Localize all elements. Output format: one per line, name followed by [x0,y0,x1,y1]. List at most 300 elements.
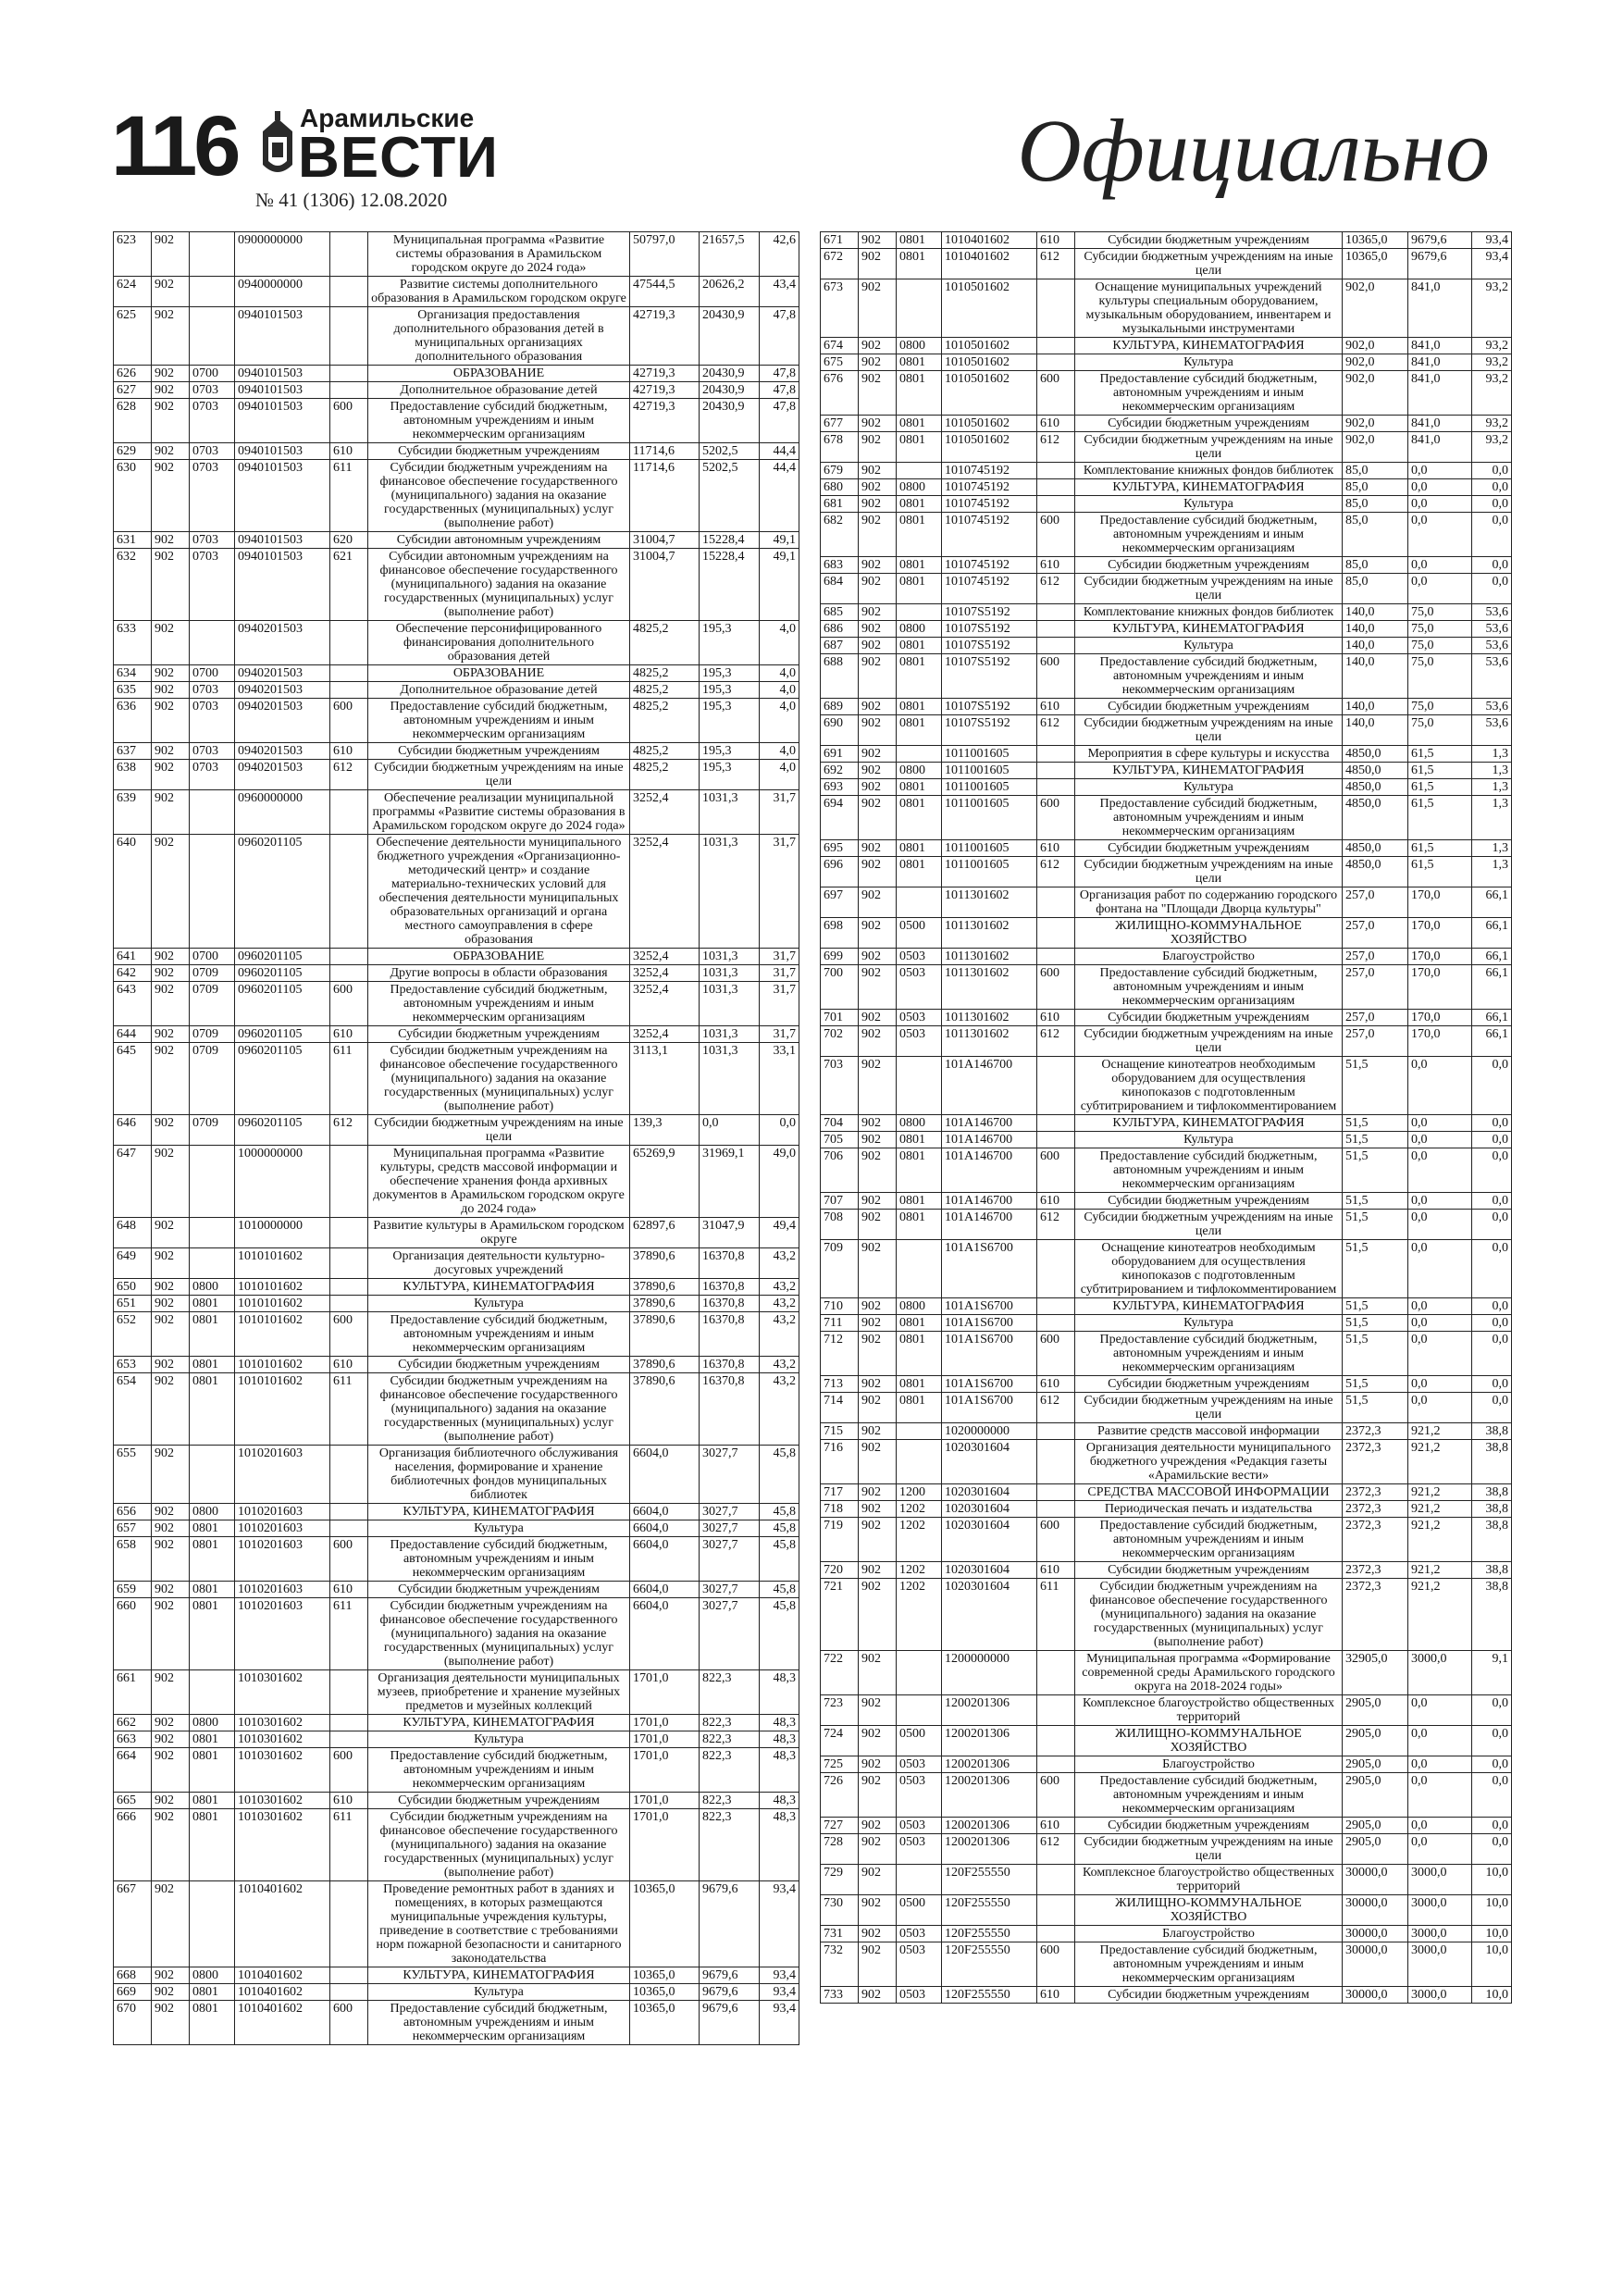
item-name: Организация деятельности муниципальных музеев, приобретение и хранение музейных предметов и музейных коллекций [368,1670,630,1715]
item-name: ОБРАЗОВАНИЕ [368,665,630,682]
target-code: 1010401602 [235,1881,330,1967]
table-row [114,2001,799,2045]
actual-amount: 0,0 [1408,463,1472,479]
admin-code: 902 [152,1520,190,1537]
admin-code: 902 [152,1218,190,1248]
row-number: 731 [821,1926,859,1942]
item-name: Организация библиотечного обслуживания населения, формирование и хранение библиотечных фондов муниципальных библиотек [368,1446,630,1504]
item-name: Оснащение кинотеатров необходимым оборудованием для осуществления кинопоказов с подготовленным субтитрированием и тифлокомментированием [1075,1057,1343,1115]
plan-amount: 30000,0 [1343,1987,1408,2004]
expense-type [330,1279,368,1296]
section-code: 0800 [190,1715,235,1731]
row-number: 683 [821,557,859,574]
section-code: 0500 [897,1726,942,1756]
actual-amount: 3027,7 [700,1582,760,1598]
execution-percent: 93,2 [1472,416,1512,432]
plan-amount: 257,0 [1343,918,1408,949]
target-code: 1200201306 [942,1834,1037,1865]
row-number: 680 [821,479,859,496]
plan-amount: 257,0 [1343,949,1408,965]
admin-code: 902 [859,1423,897,1440]
plan-amount: 4850,0 [1343,746,1408,763]
target-code: 1010101602 [235,1357,330,1373]
execution-percent: 4,0 [760,682,799,699]
item-name: Субсидии бюджетным учреждениям на иные цели [1075,1393,1343,1423]
execution-percent: 45,8 [760,1504,799,1520]
target-code: 1010745192 [942,574,1037,604]
plan-amount: 65269,9 [630,1146,700,1218]
execution-percent: 0,0 [1472,479,1512,496]
plan-amount: 31004,7 [630,532,700,549]
table-row [114,965,799,982]
target-code: 0940201503 [235,743,330,760]
table-row [821,557,1512,574]
execution-percent: 1,3 [1472,796,1512,840]
admin-code: 902 [152,949,190,965]
table-row [114,1218,799,1248]
section-code [190,621,235,665]
admin-code: 902 [859,1501,897,1518]
actual-amount: 0,0 [1408,1132,1472,1148]
item-name: Субсидии автономным учреждениям [368,532,630,549]
expense-type: 610 [1037,840,1075,857]
table-row [821,699,1512,715]
section-code: 0703 [190,382,235,399]
table-row [821,496,1512,513]
execution-percent: 66,1 [1472,918,1512,949]
target-code: 0900000000 [235,232,330,277]
target-code: 101A1S6700 [942,1376,1037,1393]
expense-type [330,790,368,835]
admin-code: 902 [152,1357,190,1373]
admin-code: 902 [152,835,190,949]
row-number: 671 [821,232,859,249]
table-row [821,1332,1512,1376]
row-number: 690 [821,715,859,746]
actual-amount: 5202,5 [700,443,760,460]
table-row [114,1504,799,1520]
item-name: Муниципальная программа «Развитие системы образования в Арамильском городском округе до 2024 года» [368,232,630,277]
row-number: 722 [821,1651,859,1695]
execution-percent: 0,0 [1472,574,1512,604]
execution-percent: 4,0 [760,699,799,743]
target-code: 1011001605 [942,746,1037,763]
table-row [114,1881,799,1967]
section-code: 0800 [897,1298,942,1315]
table-row [821,1210,1512,1240]
table-row [114,1598,799,1670]
actual-amount: 195,3 [700,621,760,665]
item-name: Субсидии бюджетным учреждениям [1075,1010,1343,1026]
item-name: Субсидии бюджетным учреждениям [368,743,630,760]
plan-amount: 2905,0 [1343,1726,1408,1756]
actual-amount: 195,3 [700,699,760,743]
item-name: Культура [368,1296,630,1312]
admin-code: 902 [152,1881,190,1967]
plan-amount: 31004,7 [630,549,700,621]
expense-type [1037,1865,1075,1895]
issue-info: № 41 (1306) 12.08.2020 [255,189,448,211]
plan-amount: 4850,0 [1343,763,1408,779]
target-code: 120F255550 [942,1895,1037,1926]
target-code: 101A146700 [942,1210,1037,1240]
section-code: 0801 [897,715,942,746]
row-number: 654 [114,1373,152,1446]
row-number: 725 [821,1756,859,1773]
actual-amount: 20430,9 [700,382,760,399]
actual-amount: 3000,0 [1408,1865,1472,1895]
execution-percent: 47,8 [760,399,799,443]
section-code [190,1248,235,1279]
expense-type [330,366,368,382]
execution-percent: 49,1 [760,532,799,549]
section-code: 0503 [897,1942,942,1987]
plan-amount: 42719,3 [630,366,700,382]
section-code: 0801 [897,232,942,249]
table-row [821,513,1512,557]
expense-type: 611 [330,460,368,532]
section-code: 0500 [897,918,942,949]
admin-code: 902 [152,1146,190,1218]
item-name: Предоставление субсидий бюджетным, автономным учреждениям и иным некоммерческим организациям [1075,965,1343,1010]
target-code: 1011001605 [942,779,1037,796]
execution-percent: 43,2 [760,1279,799,1296]
section-code [190,307,235,366]
plan-amount: 42719,3 [630,399,700,443]
plan-amount: 10365,0 [630,2001,700,2045]
section-code: 0703 [190,549,235,621]
table-row [821,1726,1512,1756]
execution-percent: 38,8 [1472,1440,1512,1484]
admin-code: 902 [859,1010,897,1026]
plan-amount: 51,5 [1343,1115,1408,1132]
row-number: 730 [821,1895,859,1926]
actual-amount: 9679,6 [1408,232,1472,249]
table-row [114,277,799,307]
table-row [821,1148,1512,1193]
section-code: 0801 [897,1376,942,1393]
expense-type: 612 [330,760,368,790]
item-name: Благоустройство [1075,1756,1343,1773]
table-row [821,918,1512,949]
section-code: 0709 [190,982,235,1026]
section-code: 0801 [190,1731,235,1748]
item-name: Муниципальная программа «Формирование современной среды Арамильского городского округа на 2018-2024 годы» [1075,1651,1343,1695]
target-code: 1020301604 [942,1579,1037,1651]
expense-type: 610 [330,1582,368,1598]
row-number: 714 [821,1393,859,1423]
execution-percent: 1,3 [1472,763,1512,779]
section-code: 0801 [897,779,942,796]
actual-amount: 15228,4 [700,549,760,621]
row-number: 687 [821,638,859,654]
target-code: 120F255550 [942,1865,1037,1895]
expense-type: 612 [1037,1834,1075,1865]
expense-type: 612 [1037,574,1075,604]
item-name: Субсидии бюджетным учреждениям [368,1357,630,1373]
expense-type: 610 [330,443,368,460]
target-code: 1010201603 [235,1520,330,1537]
execution-percent: 53,6 [1472,638,1512,654]
section-code: 0801 [897,1193,942,1210]
expense-type [330,665,368,682]
plan-amount: 51,5 [1343,1057,1408,1115]
execution-percent: 0,0 [1472,1756,1512,1773]
target-code: 0960201105 [235,949,330,965]
plan-amount: 4825,2 [630,699,700,743]
execution-percent: 66,1 [1472,887,1512,918]
execution-percent: 10,0 [1472,1987,1512,2004]
actual-amount: 0,0 [700,1115,760,1146]
expense-type: 612 [1037,1393,1075,1423]
plan-amount: 51,5 [1343,1148,1408,1193]
admin-code: 902 [152,277,190,307]
admin-code: 902 [859,479,897,496]
execution-percent: 93,2 [1472,338,1512,354]
section-code [190,1446,235,1504]
section-code [897,1865,942,1895]
plan-amount: 4825,2 [630,743,700,760]
item-name: Культура [368,1984,630,2001]
expense-type [1037,1132,1075,1148]
admin-code: 902 [859,371,897,416]
row-number: 712 [821,1332,859,1376]
expense-type [1037,1484,1075,1501]
target-code: 1010501602 [942,416,1037,432]
row-number: 665 [114,1793,152,1809]
section-code: 0801 [897,557,942,574]
item-name: Субсидии бюджетным учреждениям на иные цели [1075,574,1343,604]
expense-type: 600 [330,1312,368,1357]
expense-type: 600 [330,699,368,743]
table-row [821,1926,1512,1942]
plan-amount: 140,0 [1343,715,1408,746]
row-number: 653 [114,1357,152,1373]
expense-type [330,1218,368,1248]
section-code: 1200 [897,1484,942,1501]
execution-percent: 66,1 [1472,965,1512,1010]
table-row [114,665,799,682]
row-number: 697 [821,887,859,918]
table-row [821,796,1512,840]
actual-amount: 0,0 [1408,1148,1472,1193]
admin-code: 902 [152,1279,190,1296]
table-row [114,1026,799,1043]
expense-type: 610 [330,1793,368,1809]
expense-type [1037,1726,1075,1756]
expense-type: 610 [1037,557,1075,574]
expense-type: 612 [1037,1026,1075,1057]
row-number: 691 [821,746,859,763]
plan-amount: 37890,6 [630,1312,700,1357]
execution-percent: 0,0 [1472,513,1512,557]
section-code [190,277,235,307]
item-name: Комплексное благоустройство общественных территорий [1075,1695,1343,1726]
item-name: Субсидии бюджетным учреждениям [1075,1562,1343,1579]
row-number: 703 [821,1057,859,1115]
expense-type [330,307,368,366]
actual-amount: 0,0 [1408,1726,1472,1756]
target-code: 101A146700 [942,1132,1037,1148]
row-number: 629 [114,443,152,460]
target-code: 0940101503 [235,443,330,460]
table-row [821,416,1512,432]
expense-type: 600 [1037,1518,1075,1562]
plan-amount: 902,0 [1343,338,1408,354]
table-row [114,1373,799,1446]
section-code [190,1670,235,1715]
actual-amount: 0,0 [1408,1057,1472,1115]
plan-amount: 37890,6 [630,1373,700,1446]
expense-type [1037,638,1075,654]
item-name: Субсидии бюджетным учреждениям [1075,1818,1343,1834]
actual-amount: 841,0 [1408,416,1472,432]
row-number: 699 [821,949,859,965]
target-code: 1010101602 [235,1248,330,1279]
item-name: ОБРАЗОВАНИЕ [368,366,630,382]
row-number: 726 [821,1773,859,1818]
table-row [821,857,1512,887]
actual-amount: 20430,9 [700,307,760,366]
row-number: 719 [821,1518,859,1562]
admin-code: 902 [859,416,897,432]
section-code: 0503 [897,1926,942,1942]
target-code: 120F255550 [942,1942,1037,1987]
table-row [821,604,1512,621]
target-code: 101A146700 [942,1148,1037,1193]
execution-percent: 43,2 [760,1248,799,1279]
row-number: 729 [821,1865,859,1895]
admin-code: 902 [152,1809,190,1881]
item-name: КУЛЬТУРА, КИНЕМАТОГРАФИЯ [1075,763,1343,779]
actual-amount: 822,3 [700,1670,760,1715]
table-row [821,463,1512,479]
item-name: Субсидии бюджетным учреждениям [368,1793,630,1809]
target-code: 1010201603 [235,1446,330,1504]
execution-percent: 0,0 [1472,1132,1512,1148]
execution-percent: 43,4 [760,277,799,307]
target-code: 10107S5192 [942,654,1037,699]
admin-code: 902 [152,1748,190,1793]
target-code: 0940201503 [235,682,330,699]
target-code: 1010201603 [235,1582,330,1598]
admin-code: 902 [859,249,897,279]
actual-amount: 61,5 [1408,746,1472,763]
section-code: 0703 [190,699,235,743]
expense-type [330,949,368,965]
section-code: 0709 [190,1115,235,1146]
admin-code: 902 [859,1695,897,1726]
row-number: 636 [114,699,152,743]
execution-percent: 10,0 [1472,1942,1512,1987]
plan-amount: 6604,0 [630,1446,700,1504]
row-number: 706 [821,1148,859,1193]
row-number: 709 [821,1240,859,1298]
execution-percent: 31,7 [760,982,799,1026]
row-number: 702 [821,1026,859,1057]
plan-amount: 4850,0 [1343,796,1408,840]
actual-amount: 841,0 [1408,338,1472,354]
expense-type: 611 [330,1373,368,1446]
execution-percent: 93,2 [1472,371,1512,416]
item-name: Субсидии бюджетным учреждениям [1075,557,1343,574]
expense-type: 600 [1037,371,1075,416]
admin-code: 902 [152,982,190,1026]
table-row [114,1248,799,1279]
target-code: 1010501602 [942,354,1037,371]
section-code: 0703 [190,682,235,699]
execution-percent: 9,1 [1472,1651,1512,1695]
row-number: 666 [114,1809,152,1881]
admin-code: 902 [859,513,897,557]
section-code: 0801 [897,638,942,654]
row-number: 635 [114,682,152,699]
target-code: 1010201603 [235,1537,330,1582]
row-number: 696 [821,857,859,887]
actual-amount: 16370,8 [700,1373,760,1446]
budget-table-right [820,231,1512,2004]
execution-percent: 43,2 [760,1296,799,1312]
target-code: 1010301602 [235,1670,330,1715]
execution-percent: 0,0 [1472,1393,1512,1423]
target-code: 1010201603 [235,1598,330,1670]
expense-type [1037,1115,1075,1132]
plan-amount: 10365,0 [630,1881,700,1967]
expense-type: 621 [330,549,368,621]
section-code: 0801 [897,354,942,371]
row-number: 657 [114,1520,152,1537]
actual-amount: 195,3 [700,760,760,790]
target-code: 1010401602 [235,1967,330,1984]
actual-amount: 0,0 [1408,1376,1472,1393]
admin-code: 902 [859,699,897,715]
table-row [114,1984,799,2001]
section-code [190,1146,235,1218]
admin-code: 902 [859,715,897,746]
actual-amount: 5202,5 [700,460,760,532]
section-code: 0800 [897,1115,942,1132]
item-name: КУЛЬТУРА, КИНЕМАТОГРАФИЯ [1075,1298,1343,1315]
section-code: 0801 [190,1748,235,1793]
item-name: Предоставление субсидий бюджетным, автономным учреждениям и иным некоммерческим организациям [1075,1773,1343,1818]
table-row [821,1193,1512,1210]
section-code: 0801 [897,1210,942,1240]
section-code: 0801 [897,1332,942,1376]
table-row [114,1146,799,1218]
row-number: 728 [821,1834,859,1865]
actual-amount: 61,5 [1408,763,1472,779]
actual-amount: 170,0 [1408,949,1472,965]
admin-code: 902 [859,1057,897,1115]
target-code: 0940101503 [235,460,330,532]
item-name: Обеспечение деятельности муниципального бюджетного учреждения «Организационно-методический центр» и создание материально-технических условий для обеспечения деятельности муниципальных образовательных организаций и органа местного самоуправления в сфере образования [368,835,630,949]
admin-code: 902 [859,949,897,965]
expense-type [1037,463,1075,479]
target-code: 10107S5192 [942,621,1037,638]
item-name: Культура [1075,1132,1343,1148]
target-code: 0940101503 [235,382,330,399]
section-code: 0703 [190,399,235,443]
expense-type: 612 [1037,715,1075,746]
section-code: 0700 [190,366,235,382]
execution-percent: 48,3 [760,1748,799,1793]
actual-amount: 3027,7 [700,1598,760,1670]
expense-type [1037,338,1075,354]
expense-type: 610 [1037,1376,1075,1393]
execution-percent: 10,0 [1472,1895,1512,1926]
section-code: 0700 [190,665,235,682]
plan-amount: 32905,0 [1343,1651,1408,1695]
